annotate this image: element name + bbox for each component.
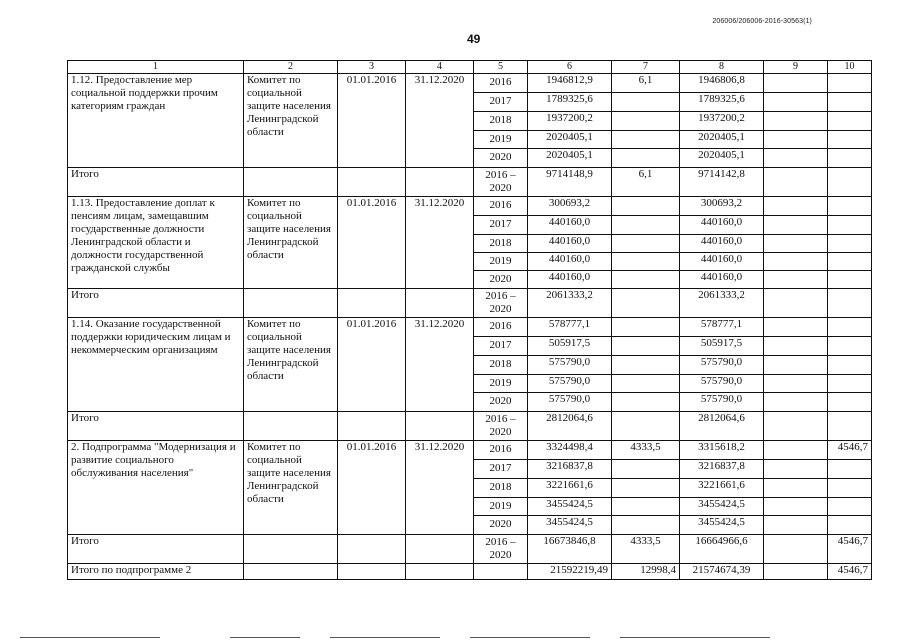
other-cell (828, 289, 872, 318)
total-cell: 2020405,1 (528, 131, 612, 149)
executor-cell: Комитет по социальной защите населения Ленинградской области (244, 74, 338, 168)
year-cell: 2016 (474, 74, 528, 93)
regional-cell: 2061333,2 (680, 289, 764, 318)
local-cell (764, 441, 828, 460)
total-cell: 440160,0 (528, 216, 612, 235)
column-header: 4 (406, 61, 474, 74)
column-header: 2 (244, 61, 338, 74)
empty-cell (406, 289, 474, 318)
local-cell (764, 498, 828, 516)
local-cell (764, 216, 828, 235)
year-cell: 2016 (474, 318, 528, 337)
year-cell: 2020 (474, 149, 528, 168)
start-date-cell: 01.01.2016 (338, 197, 406, 289)
other-cell (828, 318, 872, 337)
federal-cell: 4333,5 (612, 535, 680, 564)
local-cell (764, 93, 828, 112)
total-cell: 575790,0 (528, 393, 612, 412)
total-label: Итого (68, 535, 244, 564)
other-cell (828, 516, 872, 535)
total-cell: 440160,0 (528, 235, 612, 253)
other-cell (828, 271, 872, 289)
measure-name: 1.12. Предоставление мер социальной поддержки прочим категориям граждан (68, 74, 244, 168)
regional-cell: 578777,1 (680, 318, 764, 337)
regional-cell: 16664966,6 (680, 535, 764, 564)
regional-cell: 440160,0 (680, 216, 764, 235)
year-cell: 2018 (474, 356, 528, 375)
local-cell (764, 253, 828, 271)
local-cell (764, 318, 828, 337)
total-cell: 3324498,4 (528, 441, 612, 460)
year-cell: 2017 (474, 337, 528, 356)
total-cell: 2812064,6 (528, 412, 612, 441)
federal-cell (612, 460, 680, 479)
other-cell (828, 235, 872, 253)
local-cell (764, 168, 828, 197)
regional-cell: 3455424,5 (680, 516, 764, 535)
local-cell (764, 271, 828, 289)
local-cell (764, 479, 828, 498)
total-cell: 3455424,5 (528, 498, 612, 516)
federal-cell (612, 112, 680, 131)
year-cell: 2016 (474, 441, 528, 460)
local-cell (764, 393, 828, 412)
local-cell (764, 112, 828, 131)
year-cell: 2020 (474, 393, 528, 412)
empty-cell (338, 535, 406, 564)
year-cell: 2019 (474, 131, 528, 149)
empty-cell (406, 535, 474, 564)
executor-cell: Комитет по социальной защите населения Ленинградской области (244, 197, 338, 289)
federal-cell (612, 289, 680, 318)
other-cell (828, 356, 872, 375)
regional-cell: 3216837,8 (680, 460, 764, 479)
federal-cell (612, 253, 680, 271)
table-row (68, 441, 872, 460)
empty-cell (244, 168, 338, 197)
local-cell (764, 516, 828, 535)
regional-cell: 300693,2 (680, 197, 764, 216)
other-cell (828, 74, 872, 93)
other-cell (828, 412, 872, 441)
regional-cell: 1789325,6 (680, 93, 764, 112)
header-row (68, 61, 872, 74)
total-cell: 575790,0 (528, 375, 612, 393)
local-cell (764, 197, 828, 216)
local-cell (764, 235, 828, 253)
federal-cell (612, 498, 680, 516)
local-cell (764, 460, 828, 479)
year-cell: 2020 (474, 516, 528, 535)
empty-cell (338, 168, 406, 197)
other-cell: 4546,7 (828, 441, 872, 460)
end-date-cell: 31.12.2020 (406, 318, 474, 412)
regional-cell: 2812064,6 (680, 412, 764, 441)
total-row (68, 289, 872, 318)
local-cell (764, 337, 828, 356)
other-cell (828, 197, 872, 216)
column-header: 5 (474, 61, 528, 74)
other-cell (828, 253, 872, 271)
federal-cell (612, 216, 680, 235)
year-cell: 2018 (474, 112, 528, 131)
federal-cell (612, 516, 680, 535)
regional-cell: 440160,0 (680, 271, 764, 289)
column-header: 7 (612, 61, 680, 74)
other-cell (828, 375, 872, 393)
total-label: Итого (68, 289, 244, 318)
table-row (68, 318, 872, 337)
table-row (68, 197, 872, 216)
federal-cell (612, 271, 680, 289)
other-cell (828, 112, 872, 131)
year-cell: 2019 (474, 375, 528, 393)
period-cell: 2016 – 2020 (474, 412, 528, 441)
local-cell (764, 74, 828, 93)
federal-cell (612, 197, 680, 216)
local-cell (764, 131, 828, 149)
federal-cell: 12998,4 (612, 564, 680, 580)
regional-cell: 575790,0 (680, 375, 764, 393)
regional-cell: 575790,0 (680, 393, 764, 412)
end-date-cell: 31.12.2020 (406, 441, 474, 535)
total-cell: 2020405,1 (528, 149, 612, 168)
total-cell: 505917,5 (528, 337, 612, 356)
other-cell (828, 216, 872, 235)
end-date-cell: 31.12.2020 (406, 74, 474, 168)
other-cell: 4546,7 (828, 535, 872, 564)
other-cell (828, 460, 872, 479)
federal-cell (612, 337, 680, 356)
empty-cell (406, 412, 474, 441)
other-cell: 4546,7 (828, 564, 872, 580)
empty-cell (474, 564, 528, 580)
empty-cell (338, 564, 406, 580)
total-cell: 16673846,8 (528, 535, 612, 564)
federal-cell (612, 131, 680, 149)
total-cell: 3455424,5 (528, 516, 612, 535)
table-row (68, 74, 872, 93)
total-cell: 578777,1 (528, 318, 612, 337)
local-cell (764, 289, 828, 318)
measure-name: 2. Подпрограмма "Модернизация и развитие социального обслуживания населения" (68, 441, 244, 535)
total-cell: 3216837,8 (528, 460, 612, 479)
total-label: Итого (68, 168, 244, 197)
year-cell: 2020 (474, 271, 528, 289)
period-cell: 2016 – 2020 (474, 289, 528, 318)
regional-cell: 505917,5 (680, 337, 764, 356)
total-cell: 9714148,9 (528, 168, 612, 197)
empty-cell (244, 289, 338, 318)
end-date-cell: 31.12.2020 (406, 197, 474, 289)
grand-total-row (68, 564, 872, 580)
local-cell (764, 149, 828, 168)
other-cell (828, 498, 872, 516)
grand-total-label: Итого по подпрограмме 2 (68, 564, 244, 580)
scan-edge-marks (0, 632, 905, 638)
other-cell (828, 168, 872, 197)
regional-cell: 575790,0 (680, 356, 764, 375)
total-cell: 3221661,6 (528, 479, 612, 498)
total-row (68, 535, 872, 564)
measure-name: 1.14. Оказание государственной поддержки юридическим лицам и некоммерческим организациям (68, 318, 244, 412)
other-cell (828, 149, 872, 168)
federal-cell: 6,1 (612, 74, 680, 93)
regional-cell: 2020405,1 (680, 131, 764, 149)
column-header: 8 (680, 61, 764, 74)
year-cell: 2019 (474, 253, 528, 271)
executor-cell: Комитет по социальной защите населения Ленинградской области (244, 441, 338, 535)
start-date-cell: 01.01.2016 (338, 318, 406, 412)
period-cell: 2016 – 2020 (474, 535, 528, 564)
other-cell (828, 479, 872, 498)
total-cell: 300693,2 (528, 197, 612, 216)
total-cell: 1789325,6 (528, 93, 612, 112)
federal-cell (612, 93, 680, 112)
empty-cell (244, 412, 338, 441)
document-id: 206006/206006-2016-30563(1) (712, 18, 812, 25)
total-label: Итого (68, 412, 244, 441)
total-cell: 575790,0 (528, 356, 612, 375)
measure-name: 1.13. Предоставление доплат к пенсиям лицам, замещавшим государственные должности Ленинградской области и должности государственной гражданской службы (68, 197, 244, 289)
start-date-cell: 01.01.2016 (338, 441, 406, 535)
total-row (68, 412, 872, 441)
total-row (68, 168, 872, 197)
federal-cell (612, 412, 680, 441)
column-header: 10 (828, 61, 872, 74)
total-cell: 1946812,9 (528, 74, 612, 93)
other-cell (828, 93, 872, 112)
regional-cell: 2020405,1 (680, 149, 764, 168)
year-cell: 2016 (474, 197, 528, 216)
regional-cell: 3221661,6 (680, 479, 764, 498)
federal-cell (612, 356, 680, 375)
local-cell (764, 356, 828, 375)
column-header: 3 (338, 61, 406, 74)
local-cell (764, 375, 828, 393)
local-cell (764, 564, 828, 580)
federal-cell: 6,1 (612, 168, 680, 197)
empty-cell (406, 168, 474, 197)
year-cell: 2017 (474, 93, 528, 112)
federal-cell (612, 149, 680, 168)
federal-cell (612, 479, 680, 498)
empty-cell (244, 564, 338, 580)
federal-cell (612, 375, 680, 393)
page-number: 49 (467, 32, 481, 46)
empty-cell (338, 289, 406, 318)
start-date-cell: 01.01.2016 (338, 74, 406, 168)
federal-cell (612, 393, 680, 412)
year-cell: 2017 (474, 216, 528, 235)
other-cell (828, 131, 872, 149)
federal-cell: 4333,5 (612, 441, 680, 460)
regional-cell: 440160,0 (680, 253, 764, 271)
other-cell (828, 337, 872, 356)
regional-cell: 9714142,8 (680, 168, 764, 197)
empty-cell (406, 564, 474, 580)
empty-cell (338, 412, 406, 441)
total-cell: 440160,0 (528, 271, 612, 289)
total-cell: 2061333,2 (528, 289, 612, 318)
regional-cell: 1937200,2 (680, 112, 764, 131)
other-cell (828, 393, 872, 412)
column-header: 6 (528, 61, 612, 74)
year-cell: 2017 (474, 460, 528, 479)
column-header: 1 (68, 61, 244, 74)
local-cell (764, 412, 828, 441)
total-cell: 1937200,2 (528, 112, 612, 131)
regional-cell: 3315618,2 (680, 441, 764, 460)
budget-table (67, 60, 872, 580)
executor-cell: Комитет по социальной защите населения Ленинградской области (244, 318, 338, 412)
regional-cell: 21574674,39 (680, 564, 764, 580)
period-cell: 2016 – 2020 (474, 168, 528, 197)
column-header: 9 (764, 61, 828, 74)
regional-cell: 1946806,8 (680, 74, 764, 93)
empty-cell (244, 535, 338, 564)
year-cell: 2018 (474, 479, 528, 498)
year-cell: 2019 (474, 498, 528, 516)
total-cell: 440160,0 (528, 253, 612, 271)
federal-cell (612, 318, 680, 337)
local-cell (764, 535, 828, 564)
total-cell: 21592219,49 (528, 564, 612, 580)
federal-cell (612, 235, 680, 253)
regional-cell: 3455424,5 (680, 498, 764, 516)
year-cell: 2018 (474, 235, 528, 253)
regional-cell: 440160,0 (680, 235, 764, 253)
